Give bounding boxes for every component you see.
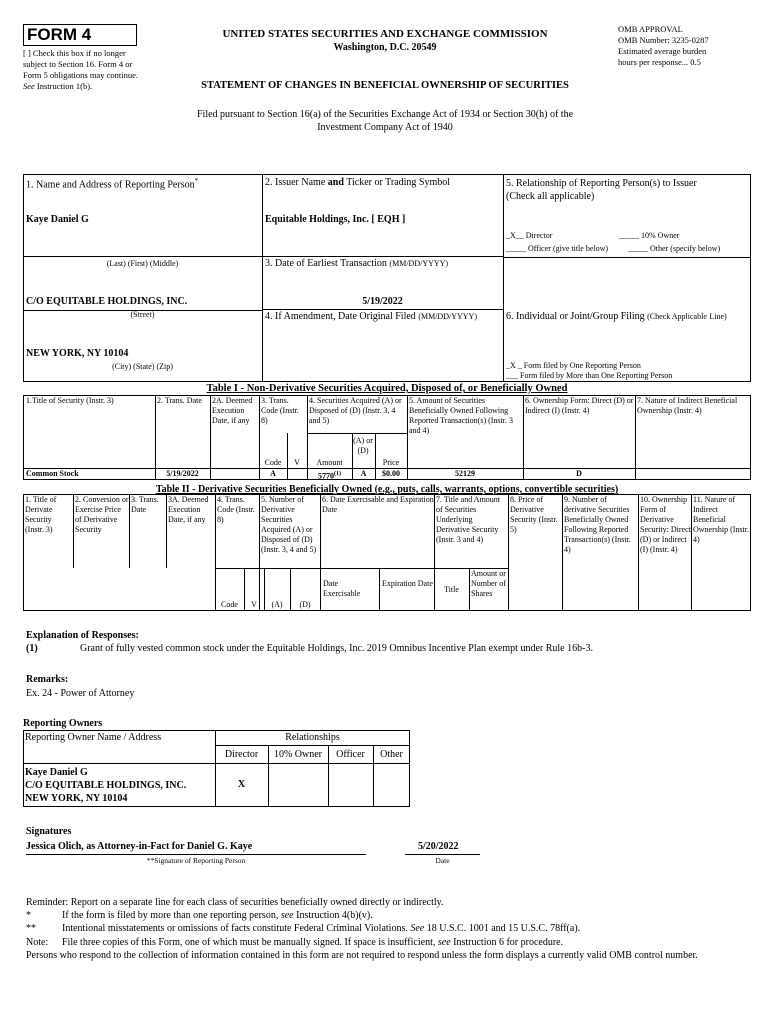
star2-text-b: 18 U.S.C. 1001 and 15 U.S.C. 78ff(a). bbox=[426, 923, 581, 934]
t1-row-form: D bbox=[576, 469, 582, 478]
omb-line-1: OMB APPROVAL bbox=[618, 24, 683, 34]
box2-label-a: 2. Issuer Name bbox=[265, 177, 326, 188]
divider bbox=[503, 174, 504, 382]
box6-label-text: 6. Individual or Joint/Group Filing bbox=[506, 311, 645, 322]
t2-sub-exercisable: Date Exercisable bbox=[323, 579, 361, 598]
box6-note-2: Line) bbox=[709, 312, 727, 321]
street-caption: (Street) bbox=[130, 310, 155, 319]
t2-sub-expiration: Expiration Date bbox=[382, 579, 433, 588]
explanation-num: (1) bbox=[26, 643, 38, 654]
owners-col-director: Director bbox=[224, 749, 259, 760]
star2-text bbox=[62, 923, 580, 934]
t2-h3a: 3A. Deemed Execution Date, if any bbox=[168, 495, 209, 524]
check-box-see: See bbox=[23, 81, 35, 91]
t1-row-title: Common Stock bbox=[26, 469, 79, 478]
t2-h8: 8. Price of Derivative Security (Instr. 5) bbox=[510, 495, 558, 534]
rel-officer[interactable]: _____ Officer (give title below) bbox=[506, 244, 609, 253]
reporting-city: NEW YORK, NY 10104 bbox=[26, 348, 129, 359]
divider bbox=[307, 433, 407, 434]
t1-h1: 1.Title of Security (Instr. 3) bbox=[26, 396, 114, 405]
divider bbox=[129, 494, 130, 568]
divider bbox=[287, 433, 288, 480]
star1-see: see bbox=[280, 910, 294, 921]
t1-sub-price: Price bbox=[382, 458, 400, 467]
box4-format: (MM/DD/YYYY) bbox=[418, 312, 477, 321]
t2-h7: 7. Title and Amount of Securities Underlying Derivative Security (Instr. 3 and 4) bbox=[436, 495, 501, 544]
divider bbox=[262, 174, 263, 382]
owner-name: Kaye Daniel G bbox=[25, 767, 88, 778]
table1-title: Table I - Non-Derivative Securities Acquired, Disposed of, or Beneficially Owned bbox=[206, 383, 568, 394]
rel-director[interactable]: _X__ Director bbox=[506, 231, 553, 240]
signature-line bbox=[26, 854, 366, 855]
star2-mark: ** bbox=[26, 923, 36, 934]
divider bbox=[73, 494, 74, 568]
t2-h11: 11. Nature of Indirect Beneficial Ownership (Instr. 4) bbox=[693, 495, 749, 544]
remarks-text: Ex. 24 - Power of Attorney bbox=[26, 688, 135, 699]
omb-line-2: OMB Number: 3235-0287 bbox=[618, 35, 709, 45]
reporting-section bbox=[23, 174, 751, 382]
box5-label bbox=[506, 177, 697, 203]
t2-h3: 3. Trans. Date bbox=[131, 495, 159, 514]
owners-col-officer: Officer bbox=[336, 749, 365, 760]
reporting-name: Kaye Daniel G bbox=[26, 214, 89, 225]
divider bbox=[262, 309, 503, 310]
t2-h4: 4. Trans. Code (Instr. 8) bbox=[217, 495, 255, 524]
t2-h1: 1. Title of Derivate Security (Instr. 3) bbox=[25, 495, 57, 534]
owner-city: NEW YORK, NY 10104 bbox=[25, 793, 128, 804]
t2-h5: 5. Number of Derivative Securities Acquired (A) or Disposed of (D) (Instr. 3, 4 and 5) bbox=[261, 495, 317, 554]
box5-label-1: 5. Relationship of Reporting Person(s) to Issuer bbox=[506, 178, 697, 189]
name-caption: (Last) (First) (Middle) bbox=[106, 259, 179, 268]
omb-approval bbox=[618, 24, 709, 68]
divider bbox=[508, 494, 509, 611]
t1-h2: 2. Trans. Date bbox=[157, 396, 202, 405]
check-box-instr: Instruction 1(b). bbox=[36, 81, 93, 91]
owners-col-other: Other bbox=[380, 749, 403, 760]
date-caption: Date bbox=[435, 856, 450, 865]
box6-label bbox=[506, 311, 748, 323]
box2-label-and: and bbox=[327, 177, 344, 188]
box4-label bbox=[265, 311, 477, 322]
t1-row-owned: 52129 bbox=[455, 469, 475, 478]
divider bbox=[562, 494, 563, 611]
owner-street: C/O EQUITABLE HOLDINGS, INC. bbox=[25, 780, 187, 791]
box2-label bbox=[265, 177, 450, 188]
form-title: FORM 4 bbox=[27, 25, 92, 44]
box3-label bbox=[265, 258, 448, 269]
box1-label-text: 1. Name and Address of Reporting Person bbox=[26, 179, 195, 191]
omb-line-3: Estimated average burden bbox=[618, 46, 707, 56]
t1-h4: 4. Securities Acquired (A) or Disposed of (D) (Instr. 3, 4 and 5) bbox=[309, 396, 402, 425]
t1-h7: 7. Nature of Indirect Beneficial Ownership (Instr. 4) bbox=[637, 396, 738, 415]
statement-title: STATEMENT OF CHANGES IN BENEFICIAL OWNERSHIP OF SECURITIES bbox=[201, 80, 569, 91]
date-line bbox=[405, 854, 480, 855]
t2-sub-d: (D) bbox=[299, 600, 311, 609]
divider bbox=[638, 494, 639, 611]
star2-text-a: Intentional misstatements or omissions of facts constitute Federal Criminal Violations. bbox=[62, 923, 408, 934]
box3-format: (MM/DD/YYYY) bbox=[389, 259, 449, 268]
explanation-heading: Explanation of Responses: bbox=[26, 630, 139, 641]
t2-sub-code: Code bbox=[221, 600, 238, 609]
t2-h6: 6. Date Exercisable and Expiration Date bbox=[322, 495, 434, 514]
divider bbox=[259, 494, 260, 611]
note-text-a: File three copies of this Form, one of which must be manually signed. If space is insufficient, bbox=[62, 937, 436, 948]
t1-h3: 3. Trans. Code (Instr. 8) bbox=[261, 396, 299, 425]
filing-one-person[interactable]: _X _ Form filed by One Reporting Person bbox=[506, 361, 641, 370]
t2-sub-amount: Amount or Number of Shares bbox=[471, 569, 506, 598]
divider bbox=[215, 745, 410, 746]
t1-sub-code: Code bbox=[264, 458, 282, 467]
divider bbox=[166, 494, 167, 568]
omb-notice: Persons who respond to the collection of information contained in this form are not required to respond unless the form displays a currently valid OMB control number. bbox=[26, 950, 698, 961]
signature-date: 5/20/2022 bbox=[418, 841, 459, 852]
t2-h10: 10. Ownership Form of Derivative Security: Direct (D) or Indirect (I) (Instr. 4) bbox=[640, 495, 691, 554]
agency-name: UNITED STATES SECURITIES AND EXCHANGE COMMISSION bbox=[222, 28, 548, 40]
owners-col-name: Reporting Owner Name / Address bbox=[25, 732, 162, 743]
signer-name: Jessica Olich, as Attorney-in-Fact for Daniel G. Kaye bbox=[26, 841, 253, 852]
t2-h2: 2. Conversion or Exercise Price of Derivative Security bbox=[75, 495, 129, 534]
note-text bbox=[62, 937, 563, 948]
rel-other[interactable]: _____ Other (specify below) bbox=[628, 244, 721, 253]
divider bbox=[215, 494, 216, 611]
t1-sub-amount: Amount bbox=[316, 458, 343, 467]
reminder: Reminder: Report on a separate line for each class of securities beneficially owned directly or indirectly. bbox=[26, 897, 444, 908]
divider bbox=[320, 494, 321, 611]
divider bbox=[23, 763, 410, 764]
t2-sub-v: V bbox=[251, 600, 257, 609]
note-label: Note: bbox=[26, 937, 49, 948]
check-box-label: [ ] Check this box if no longer subject to Section 16. Form 4 or Form 5 obligations may continue. bbox=[23, 48, 138, 80]
divider bbox=[691, 494, 692, 611]
divider bbox=[503, 257, 751, 258]
filed-pursuant-2: Investment Company Act of 1940 bbox=[317, 122, 453, 133]
owners-heading: Reporting Owners bbox=[23, 718, 103, 729]
box2-label-b: Ticker or Trading Symbol bbox=[346, 177, 451, 188]
box5-label-2: (Check all applicable) bbox=[506, 191, 595, 202]
star1-text-a: If the form is filed by more than one reporting person, bbox=[62, 910, 279, 921]
filing-more-persons[interactable]: ___ Form filed by More than One Reporting Person bbox=[506, 371, 673, 380]
t1-sub-a-or-d: (A) or (D) bbox=[353, 436, 373, 455]
t1-h5: 5. Amount of Securities Beneficially Owned Following Reported Transaction(s) (Instr. 3 and 4) bbox=[409, 396, 513, 435]
t1-row-amount bbox=[307, 469, 352, 482]
note-text-b: Instruction 6 for procedure. bbox=[453, 937, 564, 948]
t1-sub-v: V bbox=[294, 458, 300, 467]
t1-row-a-or-d: A bbox=[360, 469, 367, 478]
signer-caption: **Signature of Reporting Person bbox=[146, 856, 246, 865]
t1-h6: 6. Ownership Form: Direct (D) or Indirect (I) (Instr. 4) bbox=[525, 396, 634, 415]
signatures-heading: Signatures bbox=[26, 826, 72, 837]
box6-note: (Check Applicable bbox=[647, 312, 707, 321]
star1-text bbox=[62, 910, 373, 921]
owner-address bbox=[25, 766, 186, 805]
table2-title: Table II - Derivative Securities Beneficially Owned (e.g., puts, calls, warrants, options, convertible securities) bbox=[155, 484, 619, 495]
t2-sub-title: Title bbox=[444, 585, 459, 594]
divider bbox=[215, 568, 508, 569]
t1-row-date: 5/19/2022 bbox=[166, 469, 199, 478]
star1-mark: * bbox=[26, 910, 31, 921]
note-see: see bbox=[437, 937, 451, 948]
t1-row-code: A bbox=[270, 469, 276, 478]
remarks-heading: Remarks: bbox=[26, 674, 69, 685]
box4-label-text: 4. If Amendment, Date Original Filed bbox=[265, 311, 416, 322]
owner-director-mark: X bbox=[237, 779, 246, 790]
t1-row-price: $0.00 bbox=[382, 469, 400, 478]
city-caption: (City) (State) (Zip) bbox=[112, 362, 173, 371]
t2-sub-a: (A) bbox=[271, 600, 283, 609]
check-box-text[interactable] bbox=[23, 48, 151, 92]
earliest-date: 5/19/2022 bbox=[362, 296, 403, 307]
issuer-name: Equitable Holdings, Inc. [ EQH ] bbox=[265, 214, 406, 225]
t2-h9: 9. Number of derivative Securities Beneficially Owned Following Reported Transaction(s) (Instr. 4) bbox=[564, 495, 631, 554]
divider bbox=[469, 568, 470, 611]
t1-row-amount-value: 5770 bbox=[318, 471, 334, 481]
box1-star: * bbox=[194, 177, 199, 185]
owners-col-relationships: Relationships bbox=[285, 732, 340, 743]
box3-label-text: 3. Date of Earliest Transaction bbox=[265, 258, 387, 269]
rel-ten-percent-owner[interactable]: _____ 10% Owner bbox=[619, 231, 680, 240]
t1-row-amount-footnote[interactable]: (1) bbox=[334, 471, 341, 477]
t1-h2a: 2A. Deemed Execution Date, if any bbox=[212, 396, 253, 425]
agency-city: Washington, D.C. 20549 bbox=[333, 42, 437, 53]
divider bbox=[262, 256, 503, 257]
box1-label bbox=[26, 177, 198, 190]
filed-pursuant-1: Filed pursuant to Section 16(a) of the Securities Exchange Act of 1934 or Section 30(h) of the bbox=[196, 109, 574, 120]
star2-see: See bbox=[410, 923, 425, 934]
explanation-text: Grant of fully vested common stock under the Equitable Holdings, Inc. 2019 Omnibus Incentive Plan exempt under Rule 16b-3. bbox=[80, 643, 593, 654]
star1-text-b: Instruction 4(b)(v). bbox=[296, 910, 373, 921]
reporting-street: C/O EQUITABLE HOLDINGS, INC. bbox=[26, 296, 188, 307]
divider bbox=[379, 568, 380, 611]
omb-line-4: hours per response... 0.5 bbox=[618, 57, 701, 67]
owners-col-ten-percent: 10% Owner bbox=[273, 749, 323, 760]
divider bbox=[23, 256, 262, 257]
